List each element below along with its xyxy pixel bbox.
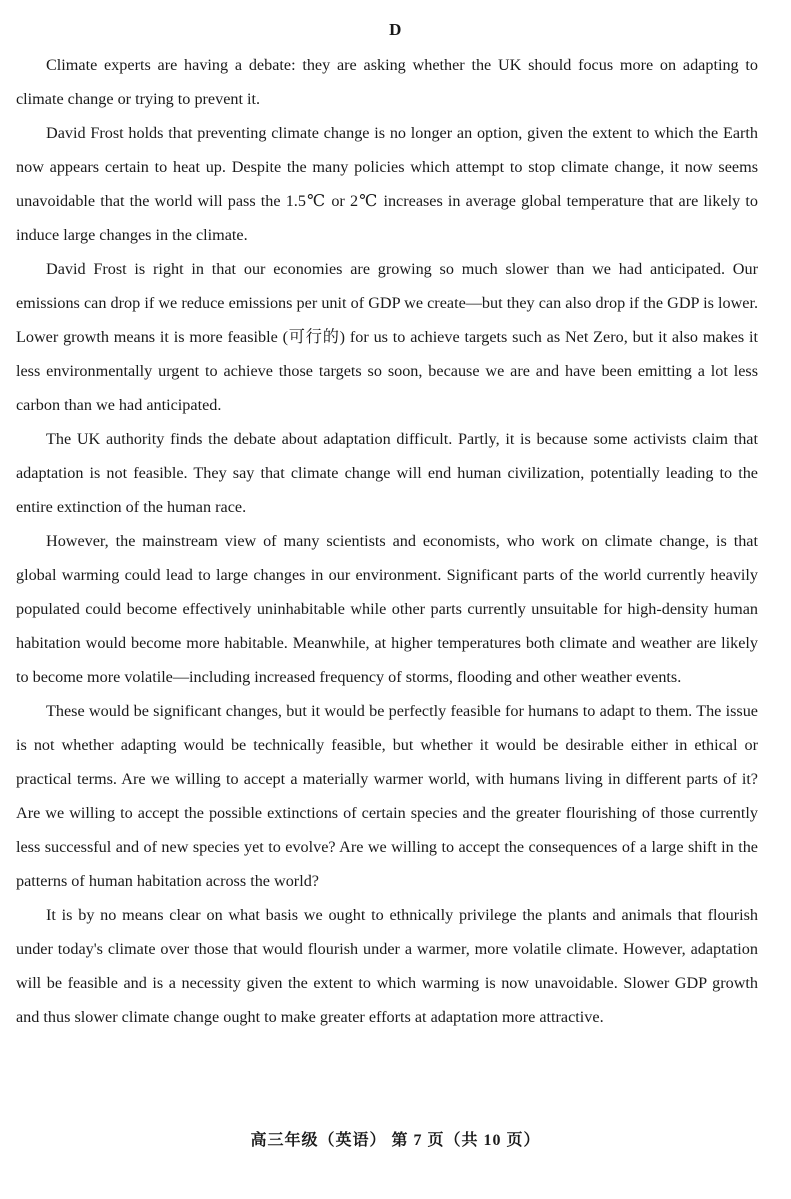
page-footer: 高三年级（英语） 第 7 页（共 10 页） bbox=[250, 1132, 541, 1149]
paragraph-2: David Frost holds that preventing climate change is no longer an option, given the extent to which the Earth now appears certain to heat up. Despite the many policies which attempt to stop climate change, it now seems unavoidable that the world will pass the 1.5℃ or 2℃ increases in average global temperature that are likely to induce large changes in the climate. bbox=[16, 124, 758, 244]
paragraph-6: These would be significant changes, but it would be perfectly feasible for humans to adapt to them. The issue is not whether adapting would be technically feasible, but whether it would be desirable either in ethical or practical terms. Are we willing to accept a materially warmer world, with humans living in different parts of it? Are we willing to accept the possible extinctions of certain species and the greater flourishing of those currently less successful and of new species yet to evolve? Are we willing to accept the consequences of a large shift in the patterns of human habitation across the world? bbox=[16, 702, 758, 890]
paragraph-3: David Frost is right in that our economies are growing so much slower than we had anticipated. Our emissions can drop if we reduce emissions per unit of GDP we create—but they can also drop if the GDP is lower. Lower growth means it is more feasible (可行的) for us to achieve targets such as Net Zero, but it also makes it less environmentally urgent to achieve those targets so soon, because we are and have been emitting a lot less carbon than we had anticipated. bbox=[16, 260, 758, 414]
section-heading: D bbox=[389, 20, 402, 39]
paragraph-7: It is by no means clear on what basis we ought to ethnically privilege the plants and animals that flourish under today's climate over those that would flourish under a warmer, more volatile climate. However, adaptation will be feasible and is a necessity given the extent to which warming is now unavoidable. Slower GDP growth and thus slower climate change ought to make greater efforts at adaptation more attractive. bbox=[16, 906, 758, 1026]
passage-body bbox=[16, 48, 758, 1034]
paragraph-5: However, the mainstream view of many scientists and economists, who work on climate change, is that global warming could lead to large changes in our environment. Significant parts of the world currently heavily populated could become effectively uninhabitable while other parts currently unsuitable for high-density human habitation would become more habitable. Meanwhile, at higher temperatures both climate and weather are likely to become more volatile—including increased frequency of storms, flooding and other weather events. bbox=[16, 532, 758, 686]
paragraph-1: Climate experts are having a debate: they are asking whether the UK should focus more on adapting to climate change or trying to prevent it. bbox=[16, 56, 758, 108]
paragraph-4: The UK authority finds the debate about adaptation difficult. Partly, it is because some activists claim that adaptation is not feasible. They say that climate change will end human civilization, potentially leading to the entire extinction of the human race. bbox=[16, 430, 758, 516]
